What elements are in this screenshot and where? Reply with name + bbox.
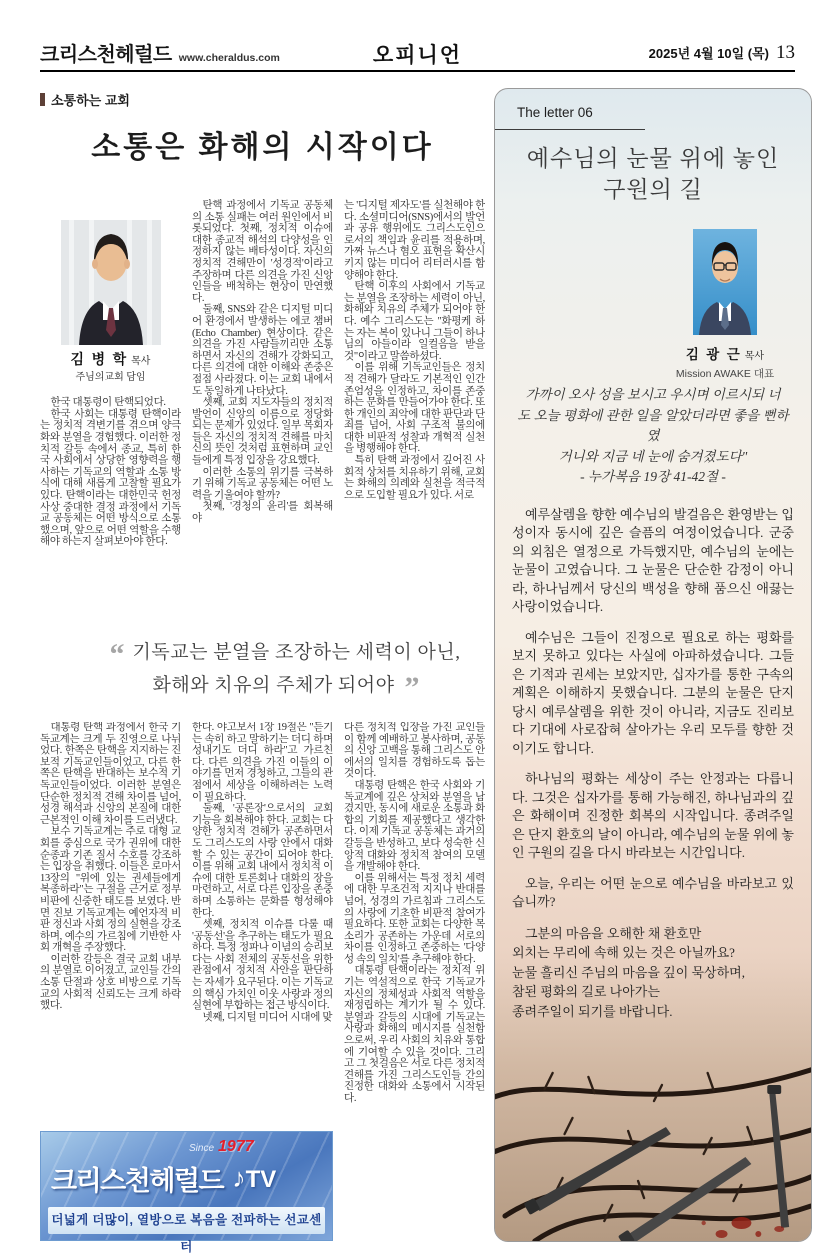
open-quote-icon: “: [109, 638, 123, 671]
letter-title: [505, 143, 801, 205]
author-figure: [60, 220, 162, 383]
kicker-bar-icon: [40, 93, 45, 106]
paragraph: 첫째, '경청의 윤리'를 회복해야: [192, 501, 333, 525]
paragraph: 탄핵 과정에서 기독교 공동체의 소통 실패는 여러 원인에서 비롯되었다. 첫째, 정치적 이슈에 대한 종교적 해석의 다양성을 인정하지 않는 배타성이다. 자신의 정치적 견해만이 '성경적'이라고 주장하며 다른 의견을 가진 신앙인들을 배척하는 현상이 만연했다.: [192, 200, 333, 304]
article-column-6: [344, 722, 485, 1238]
letter-author-figure: [650, 229, 800, 381]
author-photo: [61, 220, 161, 345]
ad-brand: 크리스천헤럴드: [51, 1166, 224, 1196]
advertisement-banner[interactable]: [40, 1131, 333, 1254]
newspaper-brand: 크리스천헤럴드: [40, 44, 172, 66]
pull-quote: [85, 636, 485, 702]
article-column-2: [192, 198, 333, 640]
paragraph: 보수 기독교계는 주로 대형 교회를 중심으로 국가 권위에 대한 순종과 기존 질서 수호를 강조하는 입장을 취했다. 이들은 로마서 13장의 "위에 있는 권세들에게 복종하라"는 구절을 근거로 정부 비판에 신중한 태도를 보였다. 반면 진보 기독교계는 예언자적 비판 정신과 사회 정의 실현을 강조하며, 예수의 가르침에 기반한 사회 개혁을 주장했다.: [40, 826, 181, 954]
paragraph: 둘째, '공론장'으로서의 교회 기능을 회복해야 한다. 교회는 다양한 정치적 견해가 공존하면서도 그리스도의 사랑 안에서 대화할 수 있는 공간이 되어야 한다. 이를 위해 교회 내에서 정치적 이슈에 대한 토론회나 대화의 장을 마련하고, 서로 다른 입장을 존중하며 소통하는 문화를 형성해야 한다.: [192, 803, 333, 919]
paragraph: 셋째, 교회 지도자들의 정치적 발언이 신앙의 이름으로 정당화되는 문제가 있었다. 일부 목회자들은 자신의 정치적 견해를 마치 신의 뜻인 것처럼 표현하며 교인들에게 특정 입장을 강요했다.: [192, 397, 333, 467]
pull-quote-line: 화해와 치유의 주체가 되어야 ”: [152, 671, 418, 704]
article-kicker: [40, 90, 130, 109]
masthead-rule: [40, 70, 795, 72]
paragraph: 대통령 탄핵 과정에서 한국 기독교계는 크게 두 진영으로 나뉘었다. 한쪽은 탄핵을 지지하는 진보적 기독교인들이었고, 다른 한쪽은 탄핵을 반대하는 보수적 기독교인들이었다. 이러한 분열은 단순한 정치적 견해 차이를 넘어, 성경 해석과 신앙의 본질에 대한 근본적인 이해 차이를 드러냈다.: [40, 722, 181, 826]
letter-title-line: 예수님의 눈물 위에 놓인: [526, 146, 780, 171]
page-number: 13: [776, 42, 795, 63]
paragraph: 다른 정치적 입장을 가진 교인들이 함께 예배하고 봉사하며, 공동의 신앙 고백을 통해 그리스도 안에서의 일치를 경험하도록 돕는 것이다.: [344, 722, 485, 780]
section-title: 오피니언: [372, 44, 463, 67]
paragraph: 넷째, 디지털 미디어 시대에 맞: [202, 1011, 333, 1023]
article-column-1: [40, 198, 181, 640]
letter-paragraph: 하나님의 평화는 세상이 주는 안정과는 다릅니다. 그것은 십자가를 통해 가능해진, 하나님과의 깊은 화해이며 진정한 회복의 시작입니다. 종려주일은 단지 환호의 날이 아니라, 예수님의 눈물 위에 놓인 구원의 길을 다시 바라보는 시간입니다.: [512, 771, 794, 860]
paragraph: 특히 탄핵 과정에서 깊어진 사회적 상처를 치유하기 위해, 교회는 화해의 의례와 실천을 적극적으로 도입할 필요가 있다. 서로: [344, 455, 485, 501]
letter-body: [512, 385, 794, 1021]
letter-closing-line: 그분의 마음을 오해한 채 환호만: [525, 925, 702, 941]
letter-author-title: 목사: [744, 351, 765, 362]
ad-tv-logo: ♪TV: [232, 1163, 277, 1193]
paragraph: 이를 위해 기독교인들은 정치적 견해가 달라도 기본적인 인간 존엄성을 인정하고, 차이를 존중하는 문화를 만들어가야 한다. 또한 개인의 죄악에 대한 판단과 단죄를 넘어, 사회 구조적 불의에 대한 비판적 성찰과 개혁적 실천을 병행해야 한다.: [344, 362, 485, 455]
author-affiliation: 주님의교회 담임: [75, 371, 146, 383]
letter-title-line: 구원의 길: [603, 177, 703, 202]
letter-author-name: 김 광 근 목사: [685, 347, 765, 362]
masthead: [40, 38, 795, 68]
paragraph: 한국 대통령이 탄핵되었다.: [50, 397, 166, 409]
article-headline: 소통은 화해의 시작이다: [91, 131, 434, 164]
kicker-label: 소통하는 교회: [51, 93, 130, 108]
paragraph: 탄핵 이후의 사회에서 기독교는 분열을 조장하는 세력이 아닌, 화해와 치유의 주체가 되어야 한다. 예수 그리스도는 "화평케 하는 자는 복이 있나니 그들이 하나님의 아들이라 일컬음을 받을 것"이라고 말씀하셨다.: [344, 281, 485, 362]
article-upper-section: [40, 198, 487, 640]
paragraph: 이러한 갈등은 결국 교회 내부의 분열로 이어졌고, 교인들 간의 소통 단절과 상호 비방으로 기독교의 사회적 신뢰도는 크게 하락했다.: [40, 953, 181, 1012]
letter-closing-line: 외치는 무리에 속해 있는 것은 아닐까요?: [512, 945, 735, 960]
paragraph: 대통령 탄핵은 한국 사회와 기독교계에 깊은 상처와 분열을 남겼지만, 동시에 새로운 소통과 화합의 기회를 제공했다고 생각한다. 이제 기독교 공동체는 과거의 갈등을 반성하고, 보다 성숙한 신앙적 대화와 정치적 참여의 모델을 개발해야 한다.: [344, 779, 485, 873]
scripture-line: 거니와 지금 네 눈에 숨겨졌도다": [558, 448, 748, 464]
letter-closing-line: 눈물 흘리신 주님의 마음을 깊이 묵상하며,: [512, 964, 745, 980]
paragraph: 한다. 야고보서 1장 19절은 "듣기는 속히 하고 말하기는 더디 하며 성내기도 더디 하라"고 가르친다. 다른 의견을 가진 이들의 이야기를 먼저 경청하고, 그들의 관점에서 세상을 이해하려는 노력이 필요하다.: [192, 722, 333, 803]
scripture-line: 도 오늘 평화에 관한 일을 알았더라면 좋을 뻔하였: [517, 407, 789, 443]
letter-paragraph: 오늘, 우리는 어떤 눈으로 예수님을 바라보고 있습니까?: [512, 875, 794, 909]
scripture-line: 가까이 오사 성을 보시고 우시며 이르시되 너: [525, 387, 781, 402]
letter-author-affiliation: Mission AWAKE 대표: [675, 368, 775, 380]
close-quote-icon: ”: [404, 671, 418, 704]
ad-year: 1977: [218, 1138, 254, 1155]
author-name: 김 병 학 목사: [70, 353, 151, 368]
ad-main-row: [51, 1159, 326, 1198]
letter-author-photo: [693, 229, 757, 335]
dateline: [649, 42, 795, 64]
paragraph: 한국 사회는 대통령 탄핵이라는 정치적 격변기를 겪으며 양극화와 분열을 경험했다. 이러한 정치적 갈등 속에서 종교, 특히 한국 사회에서 상당한 영향력을 행사하는 기독교의 역할과 소통 방식에 대해 새롭게 고찰할 필요가 있다. 탄핵이라는 대한민국 헌정사상 중대한 결정 과정에서 기독교 공동체는 어떤 방식으로 소통했으며, 앞으로 어떤 역할을 수행해야 하는지 살펴보아야 한다.: [40, 408, 181, 548]
music-note-icon: ♪: [232, 1163, 246, 1193]
author-title: 목사: [131, 356, 151, 367]
paragraph: 이를 위해서는 특정 정치 세력에 대한 무조건적 지지나 반대를 넘어, 성경의 가르침과 그리스도의 사랑에 기초한 비판적 참여가 필요하다. 또한 교회는 다양한 목소리가 공존하는 가운데 서로의 차이를 인정하고 존중하는 '다양성 속의 일치'를 추구해야 한다.: [344, 872, 485, 965]
ad-tagline: 더넓게 더많이, 열방으로 복음을 전파하는 선교센터: [48, 1207, 325, 1234]
paragraph: 는 '디지털 제자도'를 실천해야 한다. 소셜미디어(SNS)에서의 발언과 공유 행위에도 그리스도인으로서의 책임과 윤리를 적용하며, 가짜 뉴스나 혐오 표현을 확산시키지 않는 미디어 리터러시를 함양해야 한다.: [344, 200, 485, 281]
letter-sidebar: [494, 88, 812, 1242]
paragraph: 대통령 탄핵이라는 정치적 위기는 역설적으로 한국 기독교가 자신의 정체성과 사회적 역할을 재정립하는 계기가 될 수 있다. 분열과 갈등의 시대에 기독교는 사랑과 화해의 메시지를 실천함으로써, 우리 사회의 치유와 통합에 기여할 수 있을 것이다. 그리고 그 첫걸음은 서로 다른 정치적 견해를 가진 그리스도인들 간의 진정한 대화와 소통에서 시작된다.: [344, 965, 485, 1104]
letter-closing: [512, 924, 794, 1022]
letter-closing-line: 참된 평화의 길로 나아가는: [512, 984, 660, 999]
letter-paragraphs: [512, 506, 794, 912]
letter-paragraph: 예루살렘을 향한 예수님의 발걸음은 환영받는 입성이자 동시에 깊은 슬픔의 여정이었습니다. 군중의 외침은 열정으로 가득했지만, 예수님의 눈에는 눈물이 고였습니다. 그 눈물은 단순한 감정이 아니라, 하나님께서 당신의 백성을 향해 품으신 애끓는 사랑이었습니다.: [512, 506, 794, 614]
letter-paragraph: 예수님은 그들이 진정으로 필요로 하는 평화를 보지 못하고 있다는 사실에 아파하셨습니다. 그들은 기적과 권세는 보았지만, 십자가를 통한 구속의 계획은 이해하지 못했습니다. 그분의 눈물은 단지 당시 예루살렘을 위한 것이 아니라, 지금도 진리보다 기대에 사로잡혀 살아가는 우리 모두를 향한 것이기도 합니다.: [512, 629, 794, 756]
letter-closing-line: 종려주일이 되기를 바랍니다.: [512, 1003, 673, 1019]
paragraph: 셋째, 정치적 이슈를 다룰 때 '공동선'을 추구하는 태도가 필요하다. 특정 정파나 이념의 승리보다는 사회 전체의 공동선을 위한 관점에서 정치적 사안을 판단하는 자세가 요구된다. 이는 기독교의 핵심 가치인 이웃 사랑과 정의 실현에 부합하는 접근 방식이다.: [192, 919, 333, 1012]
scripture-quote: [512, 385, 794, 488]
letter-label: The letter 06: [517, 105, 593, 120]
ad-since: Since 1977: [189, 1138, 254, 1155]
article-text-block: [40, 397, 181, 548]
newspaper-website: www.cheraldus.com: [178, 52, 280, 64]
paragraph: 둘째, SNS와 같은 디지털 미디어 환경에서 발생하는 에코 챔버(Echo Chamber) 현상이다. 같은 의견을 가진 사람들끼리만 소통하면서 자신의 견해가 강화되고, 다른 의견에 대한 이해와 존중은 점점 사라졌다. 이는 교회 내에서도 동일하게 나타났다.: [192, 304, 333, 397]
pull-quote-line: “ 기독교는 분열을 조장하는 세력이 아닌,: [109, 638, 461, 671]
issue-date: 2025년 4월 10일 (목): [648, 46, 769, 61]
article-column-3: [344, 198, 485, 640]
scripture-line: - 누가복음 19장 41-42절 -: [580, 469, 726, 484]
paragraph: 이러한 소통의 위기를 극복하기 위해 기독교 공동체는 어떤 노력을 기울여야 할까?: [192, 466, 333, 501]
letter-label-rule: [495, 129, 645, 130]
